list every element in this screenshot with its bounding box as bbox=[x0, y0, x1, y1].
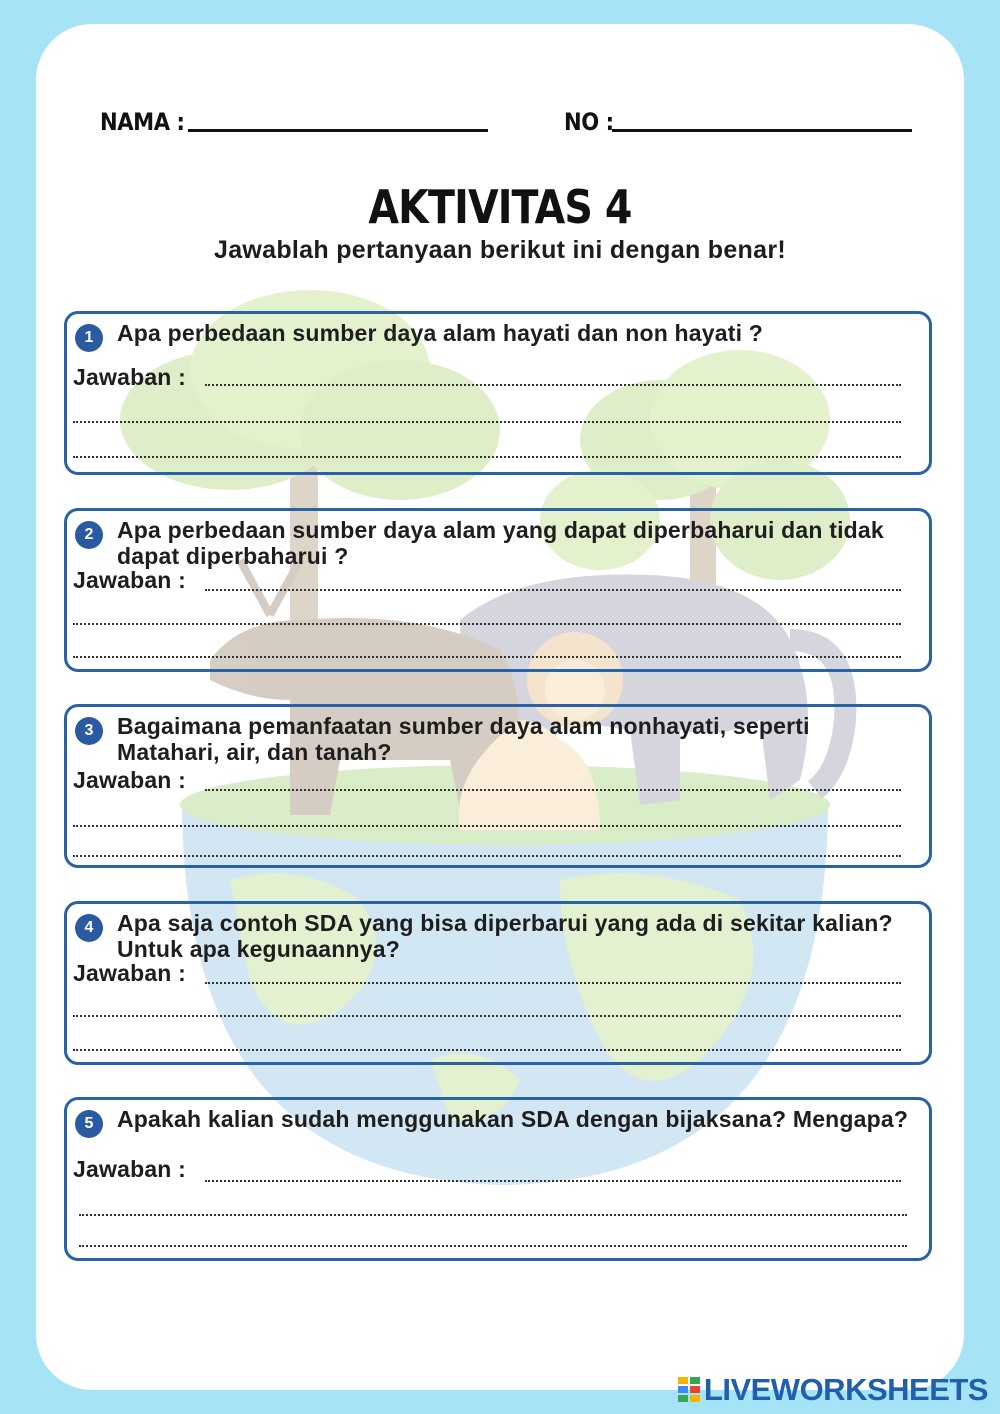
question-text: Apakah kalian sudah menggunakan SDA dengan bijaksana? Mengapa? bbox=[117, 1106, 909, 1132]
answer-line[interactable] bbox=[205, 589, 901, 591]
answer-line[interactable] bbox=[205, 384, 901, 386]
page-title: AKTIVITAS 4 bbox=[368, 180, 632, 234]
answer-label: Jawaban : bbox=[73, 1156, 187, 1182]
answer-label: Jawaban : bbox=[73, 960, 187, 986]
answer-line[interactable] bbox=[205, 789, 901, 791]
answer-line[interactable] bbox=[205, 1180, 901, 1182]
number-field bbox=[564, 108, 912, 136]
answer-label: Jawaban : bbox=[73, 767, 187, 793]
name-field bbox=[100, 108, 488, 136]
question-number-badge: 1 bbox=[75, 324, 103, 352]
name-input-line[interactable] bbox=[188, 129, 488, 132]
answer-line[interactable] bbox=[73, 623, 901, 625]
liveworksheets-wordmark: LIVEWORKSHEETS bbox=[703, 1372, 988, 1407]
question-number-badge: 4 bbox=[75, 914, 103, 942]
number-label: NO : bbox=[564, 108, 614, 136]
answer-line[interactable] bbox=[79, 1245, 907, 1247]
question-text: Apa perbedaan sumber daya alam hayati dan non hayati ? bbox=[117, 320, 764, 346]
answer-line[interactable] bbox=[73, 825, 901, 827]
answer-line[interactable] bbox=[73, 656, 901, 658]
answer-line[interactable] bbox=[73, 855, 901, 857]
question-box-3 bbox=[64, 704, 932, 868]
question-text: Apa perbedaan sumber daya alam yang dapat diperbaharui dan tidak dapat diperbaharui ? bbox=[117, 517, 884, 569]
question-text: Apa saja contoh SDA yang bisa diperbarui yang ada di sekitar kalian? Untuk apa kegunaannya? bbox=[117, 910, 893, 962]
question-box-4 bbox=[64, 901, 932, 1065]
question-box-5 bbox=[64, 1097, 932, 1261]
answer-label: Jawaban : bbox=[73, 567, 187, 593]
question-number-badge: 5 bbox=[75, 1110, 103, 1138]
question-box-2 bbox=[64, 508, 932, 672]
question-text: Bagaimana pemanfaatan sumber daya alam nonhayati, seperti Matahari, air, dan tanah? bbox=[117, 713, 810, 765]
answer-line[interactable] bbox=[73, 1015, 901, 1017]
question-number-badge: 2 bbox=[75, 521, 103, 549]
liveworksheets-icon bbox=[678, 1377, 700, 1403]
answer-line[interactable] bbox=[205, 982, 901, 984]
name-label: NAMA : bbox=[100, 108, 185, 136]
answer-line[interactable] bbox=[73, 456, 901, 458]
answer-line[interactable] bbox=[79, 1214, 907, 1216]
answer-label: Jawaban : bbox=[73, 364, 187, 390]
question-box-1 bbox=[64, 311, 932, 475]
answer-line[interactable] bbox=[73, 1049, 901, 1051]
page-subtitle: Jawablah pertanyaan berikut ini dengan benar! bbox=[214, 236, 786, 264]
number-input-line[interactable] bbox=[612, 129, 912, 132]
question-number-badge: 3 bbox=[75, 717, 103, 745]
answer-line[interactable] bbox=[73, 421, 901, 423]
liveworksheets-logo bbox=[678, 1372, 988, 1408]
